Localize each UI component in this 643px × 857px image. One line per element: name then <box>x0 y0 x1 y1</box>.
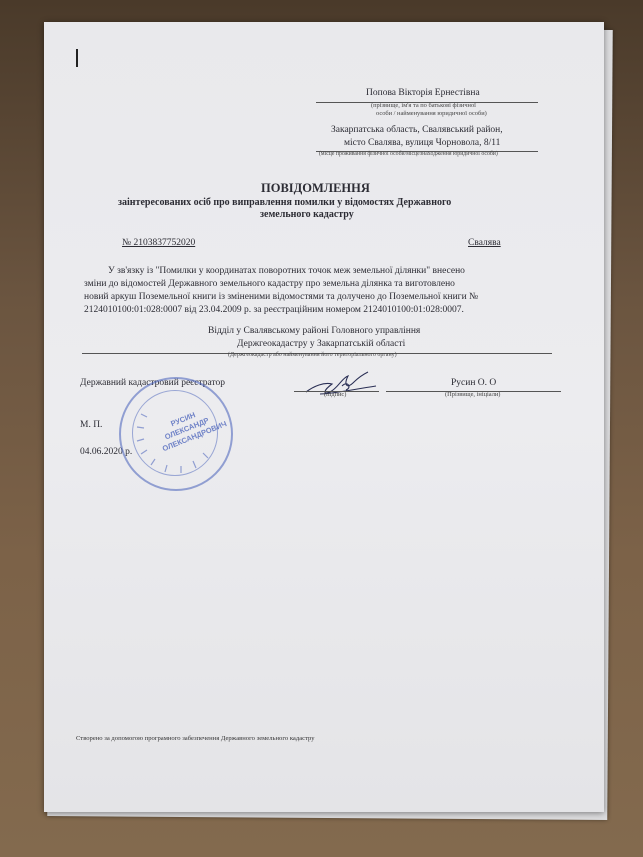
body-line-4: 2124010100:01:028:0007 від 23.04.2009 р. за реєстраційним номером 2124010100:01:028:0007. <box>84 305 464 315</box>
stamp-center-text: РУСИН ОЛЕКСАНДР ОЛЕКСАНДРОВИЧ <box>161 410 229 454</box>
document-page <box>44 22 604 812</box>
department-caption: (Держгеокадастр або найменування його територіального органу) <box>228 352 397 358</box>
document-date: 04.06.2020 р. <box>80 447 133 457</box>
document-subtitle-1: заінтересованих осіб про виправлення помилки у відомостях Державного <box>118 197 452 208</box>
body-line-3: новий аркуш Поземельної книги із зміненими відомостями та долучено до Поземельної книги № <box>84 292 479 302</box>
addressee-name-caption-2: особи / найменування юридичної особи) <box>376 110 487 117</box>
addressee-address-1: Закарпатська область, Свалявський район, <box>331 125 503 135</box>
footer-note: Створено за допомогою програмного забезпечення Державного земельного кадастру <box>76 735 315 742</box>
addressee-name: Попова Вікторія Ернестівна <box>366 88 480 98</box>
document-subtitle-2: земельного кадастру <box>260 209 354 220</box>
mp-label: М. П. <box>80 420 103 430</box>
registrar-position: Державний кадастровий реєстратор <box>80 378 225 388</box>
margin-mark <box>76 49 78 67</box>
document-city: Свалява <box>468 238 501 248</box>
addressee-address-caption: (місце проживання фізичної особи/місцезнаходження юридичної особи) <box>319 151 498 157</box>
addressee-address-2: місто Свалява, вулиця Чорновола, 8/11 <box>344 138 501 148</box>
department-line-2: Держгеокадастру у Закарпатській області <box>237 339 406 349</box>
signer-caption: (Прізвище, ініціали) <box>445 391 501 398</box>
body-line-1: У зв'язку із "Помилки у координатах поворотних точок меж земельної ділянки" внесено <box>108 266 465 276</box>
body-line-2: зміни до відомостей Державного земельного кадастру про земельна ділянка та виготовлено <box>84 279 455 289</box>
document-number: № 2103837752020 <box>122 238 196 248</box>
department-line-1: Відділ у Свалявському районі Головного управління <box>208 326 421 336</box>
document-title: ПОВІДОМЛЕННЯ <box>261 181 370 195</box>
official-stamp <box>119 377 233 491</box>
signer-name: Русин О. О <box>451 378 497 388</box>
addressee-name-caption-1: (прізвище, ім'я та по батькові фізичної <box>371 102 476 109</box>
signature-caption: (підпис) <box>324 391 347 398</box>
